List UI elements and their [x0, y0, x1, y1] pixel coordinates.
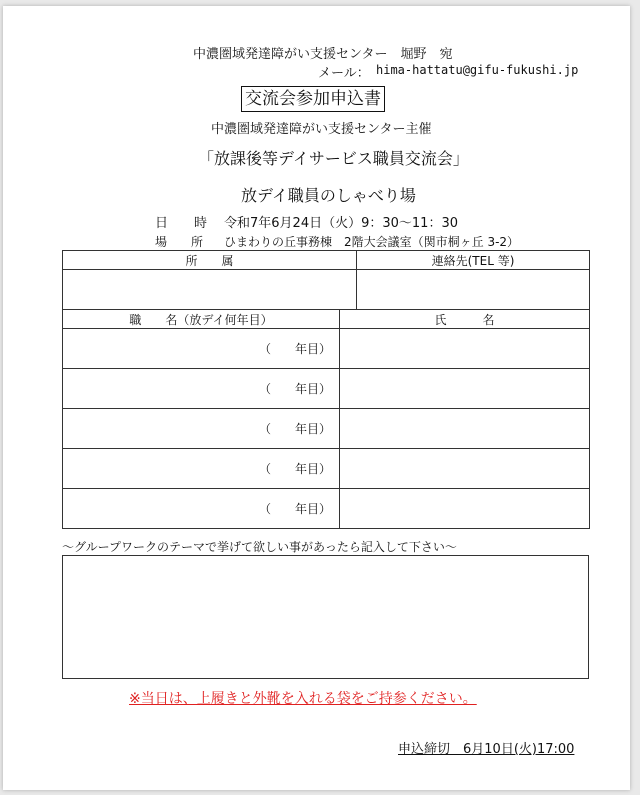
name-field[interactable] — [340, 489, 590, 529]
name-field[interactable] — [340, 409, 590, 449]
participant-table — [62, 309, 590, 529]
affiliation-table — [62, 250, 590, 310]
position-field[interactable]: （ 年目） — [63, 369, 340, 409]
position-header: 職 名（放デイ何年目） — [63, 310, 340, 329]
name-header: 氏 名 — [340, 310, 590, 329]
name-field[interactable] — [340, 449, 590, 489]
affiliation-header: 所 属 — [63, 251, 357, 270]
position-field[interactable]: （ 年目） — [63, 449, 340, 489]
contact-header: 連絡先(TEL 等) — [357, 251, 590, 270]
position-field[interactable]: （ 年目） — [63, 489, 340, 529]
position-field[interactable]: （ 年目） — [63, 409, 340, 449]
deadline-text: 申込締切 6月10日(火)17:00 — [398, 742, 575, 757]
topic-field[interactable] — [62, 555, 589, 679]
topic-label: ～グループワークのテーマで挙げて欲しい事があったら記入して下さい～ — [62, 540, 457, 554]
form-title: 交流会参加申込書 — [241, 86, 385, 112]
name-field[interactable] — [340, 329, 590, 369]
notice-text: ※当日は、上履きと外靴を入れる袋をご持参ください。 — [129, 691, 477, 707]
place-label: 場 所 — [155, 235, 204, 249]
contact-field[interactable] — [357, 270, 590, 310]
host-line: 中濃圏域発達障がい支援センター主催 — [211, 122, 432, 137]
position-field[interactable]: （ 年目） — [63, 329, 340, 369]
organizer-line: 中濃圏域発達障がい支援センター 堀野 宛 — [193, 47, 453, 62]
event-name: 「放課後等デイサービス職員交流会」 — [198, 149, 469, 168]
date-label: 日 時 — [155, 216, 208, 231]
affiliation-field[interactable] — [63, 270, 357, 310]
name-field[interactable] — [340, 369, 590, 409]
place-value: ひまわりの丘事務棟 2階大会議室（関市桐ヶ丘 3-2） — [224, 235, 520, 249]
email-address: hima-hattatu@gifu-fukushi.jp — [376, 63, 579, 77]
email-label: メール： — [318, 66, 370, 81]
event-subtitle: 放デイ職員のしゃべり場 — [241, 186, 416, 205]
date-value: 令和7年6月24日（火）9：30～11：30 — [224, 216, 458, 231]
